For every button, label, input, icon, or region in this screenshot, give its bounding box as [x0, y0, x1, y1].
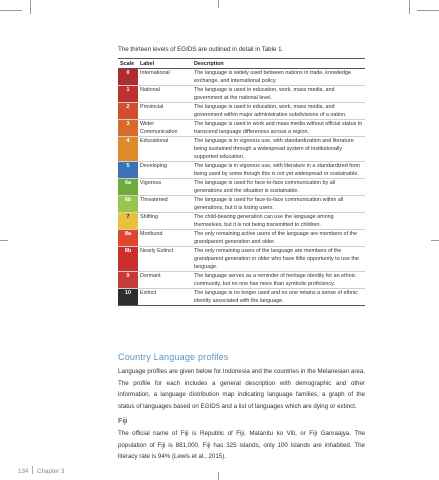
- label-cell: Shifting: [138, 213, 192, 230]
- label-cell: International: [138, 69, 192, 86]
- table-row: [118, 289, 365, 306]
- description-cell: The child-bearing generation can use the language among themselves, but it is not being transmitted to children.: [192, 213, 365, 230]
- description-cell: The language is in vigorous use, with standardization and literature being sustained through a widespread system of institutionally supported education.: [192, 137, 365, 162]
- label-cell: National: [138, 86, 192, 103]
- table-row: [118, 213, 365, 230]
- table-row: [118, 272, 365, 289]
- crop-mark: [409, 0, 410, 14]
- fiji-heading: Fiji: [118, 416, 128, 425]
- chapter-label: Chapter 3: [37, 468, 65, 475]
- label-cell: Threatened: [138, 196, 192, 213]
- description-cell: The language is used for face-to-face communication by all generations and the situation is sustainable.: [192, 179, 365, 196]
- label-cell: Extinct: [138, 289, 192, 306]
- section-paragraph: Language profiles are given below for Indonesia and the countries in the Melanesian area. The profile for each includes a general description with demographic and other information, a language distribution map indicating language families, a graph of the status of languages based on EGIDS and a list of languages which are dying or extinct.: [118, 368, 365, 410]
- page-number: 134: [18, 468, 29, 475]
- scale-cell: 2: [118, 103, 138, 120]
- description-cell: The language is used for face-to-face communication within all generations, but it is losing users.: [192, 196, 365, 213]
- egids-table: [118, 58, 365, 306]
- table-row: [118, 69, 365, 86]
- header-description: Description: [192, 59, 365, 69]
- crop-mark: [431, 240, 439, 241]
- label-cell: Wider Communication: [138, 120, 192, 137]
- fiji-paragraph: The official name of Fiji is Republic of Fiji, Matanitu ko Viti, or Fiji Ganraajya. The population of Fiji is 881,000. Fiji has 325 islands, only 100 islands are inhabited. The literacy rate is 94% (Lewis et al., 2015).: [118, 430, 365, 461]
- scale-cell: 10: [118, 289, 138, 306]
- label-cell: Nearly Extinct: [138, 247, 192, 272]
- scale-cell: 1: [118, 86, 138, 103]
- scale-cell: 9: [118, 272, 138, 289]
- table-row: [118, 120, 365, 137]
- label-cell: Educational: [138, 137, 192, 162]
- table-row: [118, 162, 365, 179]
- table-header-row: [118, 59, 365, 69]
- header-scale: Scale: [118, 59, 138, 69]
- description-cell: The only remaining active users of the language are members of the grandparent generation and older.: [192, 230, 365, 247]
- table-row: [118, 196, 365, 213]
- scale-cell: 0: [118, 69, 138, 86]
- label-cell: Provincial: [138, 103, 192, 120]
- crop-mark: [218, 0, 219, 8]
- crop-mark: [218, 472, 219, 480]
- label-cell: Developing: [138, 162, 192, 179]
- description-cell: The only remaining users of the language are members of the grandparent generation or older who have little opportunity to use the language.: [192, 247, 365, 272]
- crop-mark: [417, 10, 439, 11]
- footer-divider: [32, 466, 33, 474]
- scale-cell: 8b: [118, 247, 138, 272]
- description-cell: The language is used in education, work, mass media, and government at the national level.: [192, 86, 365, 103]
- description-cell: The language is used in education, work, mass media, and government within major administrative subdivisions of a nation.: [192, 103, 365, 120]
- scale-cell: 4: [118, 137, 138, 162]
- scale-cell: 7: [118, 213, 138, 230]
- table-row: [118, 137, 365, 162]
- description-cell: The language is no longer used and no one retains a sense of ethnic identity associated with the language.: [192, 289, 365, 306]
- description-cell: The language is widely used between nations in trade, knowledge exchange, and international policy.: [192, 69, 365, 86]
- crop-mark: [0, 10, 22, 11]
- section-heading: Country Language profiles: [118, 352, 229, 362]
- table-row: [118, 230, 365, 247]
- description-cell: The language is in vigorous use, with literature in a standardized form being used by some though this is not yet widespread or sustainable.: [192, 162, 365, 179]
- crop-mark: [30, 0, 31, 14]
- description-cell: The language is used in work and mass media without official status to transcend language differences across a region.: [192, 120, 365, 137]
- table-row: [118, 247, 365, 272]
- page-footer: [18, 466, 64, 475]
- table-intro: The thirteen levels of EGIDS are outlined in detail in Table 1.: [118, 46, 284, 53]
- scale-cell: 6b: [118, 196, 138, 213]
- scale-cell: 5: [118, 162, 138, 179]
- table-row: [118, 103, 365, 120]
- label-cell: Moribund: [138, 230, 192, 247]
- description-cell: The language serves as a reminder of heritage identity for an ethnic community, but no one has more than symbolic proficiency.: [192, 272, 365, 289]
- label-cell: Vigorous: [138, 179, 192, 196]
- label-cell: Dormant: [138, 272, 192, 289]
- table-row: [118, 86, 365, 103]
- scale-cell: 6a: [118, 179, 138, 196]
- scale-cell: 8a: [118, 230, 138, 247]
- header-label: Label: [138, 59, 192, 69]
- table-row: [118, 179, 365, 196]
- scale-cell: 3: [118, 120, 138, 137]
- crop-mark: [0, 240, 8, 241]
